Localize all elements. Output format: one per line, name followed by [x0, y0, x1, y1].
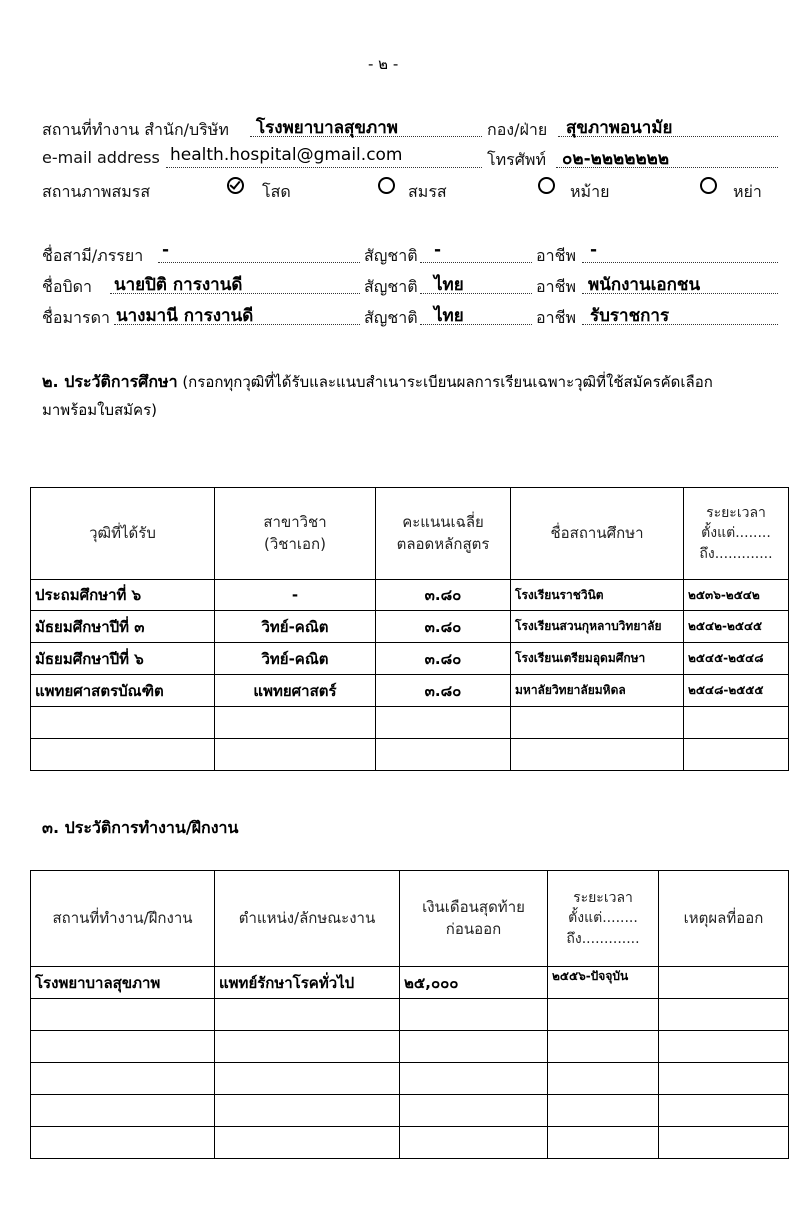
table-row — [31, 675, 789, 707]
education-header-major-line1: สาขาวิชา — [263, 512, 327, 531]
empty-cell[interactable] — [215, 1063, 400, 1095]
work-header-row — [31, 871, 789, 967]
mother-nationality: ไทย — [434, 306, 464, 326]
table-row-empty — [31, 999, 789, 1031]
table-row-empty — [31, 1063, 789, 1095]
education-header-period-line1: ระยะเวลา — [706, 505, 766, 522]
education-header-gpa — [376, 488, 511, 580]
empty-cell[interactable] — [31, 739, 215, 771]
table-row — [31, 580, 789, 611]
education-period-cell: ๒๕๔๘-๒๕๕๕ — [684, 675, 789, 707]
empty-cell[interactable] — [548, 1031, 659, 1063]
education-period-cell: ๒๕๔๒-๒๕๔๕ — [684, 611, 789, 643]
mother-label: ชื่อมารดา — [42, 308, 110, 327]
empty-cell[interactable] — [400, 1063, 548, 1095]
marital-option-divorced-radio[interactable] — [700, 177, 717, 194]
empty-cell[interactable] — [31, 1127, 215, 1159]
empty-cell[interactable] — [31, 1063, 215, 1095]
education-heading-note: (กรอกทุกวุฒิที่ได้รับและแนบสำเนาระเบียนผลการเรียนเฉพาะวุฒิที่ใช้สมัครคัดเลือก — [177, 373, 713, 391]
father-nationality-label: สัญชาติ — [364, 277, 418, 296]
education-school-cell: โรงเรียนเตรียมอุดมศึกษา — [511, 643, 684, 675]
work-period-cell: ๒๕๕๖-ปัจจุบัน — [548, 967, 659, 999]
spouse-nationality-label: สัญชาติ — [364, 246, 418, 265]
work-header-salary — [400, 871, 548, 967]
work-header-salary-line1: เงินเดือนสุดท้าย — [422, 897, 525, 916]
work-table — [30, 870, 789, 1159]
marital-option-married-label: สมรส — [408, 182, 447, 201]
education-school-cell: โรงเรียนสวนกุหลาบวิทยาลัย — [511, 611, 684, 643]
education-period-cell: ๒๕๔๕-๒๕๔๘ — [684, 643, 789, 675]
spouse-occupation-label: อาชีพ — [536, 246, 576, 265]
empty-cell[interactable] — [659, 1127, 789, 1159]
education-degree-cell: มัธยมศึกษาปีที่ ๖ — [31, 643, 215, 675]
education-school-cell: มหาลัยวิทยาลัยมหิดล — [511, 675, 684, 707]
work-header-salary-line2: ก่อนออก — [445, 919, 502, 938]
work-header-period-line1: ระยะเวลา — [573, 890, 633, 907]
work-header-period-line2: ตั้งแต่........ — [568, 910, 638, 927]
father-name: นายปิติ การงานดี — [114, 275, 243, 295]
work-position-cell: แพทย์รักษาโรคทั่วไป — [215, 967, 400, 999]
marital-option-widowed-label: หม้าย — [570, 182, 610, 201]
work-header-reason: เหตุผลที่ออก — [659, 871, 789, 967]
phone-label: โทรศัพท์ — [487, 150, 546, 169]
education-major-cell: แพทยศาสตร์ — [215, 675, 376, 707]
education-header-school: ชื่อสถานศึกษา — [511, 488, 684, 580]
table-row-empty — [31, 707, 789, 739]
education-school-cell: โรงเรียนราชวินิต — [511, 580, 684, 611]
spouse-name: - — [162, 240, 170, 260]
empty-cell[interactable] — [400, 1031, 548, 1063]
education-heading-title: ๒. ประวัติการศึกษา — [42, 372, 178, 391]
education-header-row — [31, 488, 789, 580]
work-header-period-line3: ถึง............. — [566, 930, 640, 947]
marital-option-married-radio[interactable] — [378, 177, 395, 194]
work-reason-cell — [659, 967, 789, 999]
father-occupation: พนักงานเอกชน — [588, 275, 701, 295]
work-salary-cell: ๒๕,๐๐๐ — [400, 967, 548, 999]
education-heading — [42, 370, 713, 395]
education-header-gpa-line2: ตลอดหลักสูตร — [396, 534, 490, 553]
marital-option-widowed-radio[interactable] — [538, 177, 555, 194]
email-label: e-mail address — [42, 148, 160, 167]
work-heading-title: ๓. ประวัติการทำงาน/ฝึกงาน — [42, 818, 239, 837]
empty-cell[interactable] — [659, 999, 789, 1031]
empty-cell[interactable] — [511, 707, 684, 739]
education-period-cell: ๒๕๓๖-๒๕๔๒ — [684, 580, 789, 611]
mother-name: นางมานี การงานดี — [116, 306, 254, 326]
email-line — [166, 167, 482, 168]
empty-cell[interactable] — [548, 1095, 659, 1127]
work-place-cell: โรงพยาบาลสุขภาพ — [31, 967, 215, 999]
education-header-major-line2: (วิชาเอก) — [264, 534, 326, 553]
table-row-empty — [31, 1127, 789, 1159]
marital-option-single-radio[interactable] — [227, 177, 244, 194]
mother-nationality-label: สัญชาติ — [364, 308, 418, 327]
email-value: health.hospital@gmail.com — [170, 145, 403, 165]
education-header-period-line2: ตั้งแต่........ — [701, 525, 771, 542]
spouse-nationality: - — [434, 240, 442, 260]
mother-occupation: รับราชการ — [590, 306, 670, 326]
workplace-division-label: กอง/ฝ่าย — [487, 120, 548, 139]
empty-cell[interactable] — [215, 999, 400, 1031]
empty-cell[interactable] — [400, 1095, 548, 1127]
spouse-label: ชื่อสามี/ภรรยา — [42, 246, 144, 265]
phone-value: ๐๒-๒๒๒๒๒๒๒ — [562, 149, 670, 169]
education-degree-cell: ประถมศึกษาที่ ๖ — [31, 580, 215, 611]
empty-cell[interactable] — [684, 739, 789, 771]
empty-cell[interactable] — [548, 1063, 659, 1095]
marital-option-single-label: โสด — [262, 182, 291, 201]
father-occupation-label: อาชีพ — [536, 277, 576, 296]
empty-cell[interactable] — [400, 1127, 548, 1159]
page-number: - ๒ - — [368, 55, 399, 73]
empty-cell[interactable] — [659, 1063, 789, 1095]
table-row — [31, 643, 789, 675]
education-header-period-line3: ถึง............. — [699, 545, 773, 562]
father-nationality: ไทย — [434, 275, 464, 295]
empty-cell[interactable] — [684, 707, 789, 739]
education-header-degree: วุฒิที่ได้รับ — [31, 488, 215, 580]
education-gpa-cell: ๓.๘๐ — [376, 580, 511, 611]
education-gpa-cell: ๓.๘๐ — [376, 611, 511, 643]
work-header-period — [548, 871, 659, 967]
empty-cell[interactable] — [31, 999, 215, 1031]
empty-cell[interactable] — [659, 1031, 789, 1063]
empty-cell[interactable] — [215, 707, 376, 739]
empty-cell[interactable] — [31, 707, 215, 739]
empty-cell[interactable] — [548, 1127, 659, 1159]
education-degree-cell: มัธยมศึกษาปีที่ ๓ — [31, 611, 215, 643]
table-row-empty — [31, 1031, 789, 1063]
empty-cell[interactable] — [400, 999, 548, 1031]
work-header-position: ตำแหน่ง/ลักษณะงาน — [215, 871, 400, 967]
education-major-cell: - — [215, 580, 376, 611]
work-heading — [42, 816, 238, 841]
spouse-name-line — [158, 262, 360, 263]
education-header-period — [684, 488, 789, 580]
marital-option-divorced-label: หย่า — [733, 182, 762, 201]
mother-occupation-label: อาชีพ — [536, 308, 576, 327]
table-row — [31, 611, 789, 643]
workplace-division-value: สุขภาพอนามัย — [566, 118, 673, 138]
education-header-gpa-line1: คะแนนเฉลี่ย — [402, 512, 484, 531]
table-row-empty — [31, 1095, 789, 1127]
empty-cell[interactable] — [215, 1127, 400, 1159]
education-heading-note-cont: มาพร้อมใบสมัคร) — [42, 401, 157, 419]
empty-cell[interactable] — [215, 1031, 400, 1063]
empty-cell[interactable] — [511, 739, 684, 771]
empty-cell[interactable] — [31, 1031, 215, 1063]
education-table — [30, 487, 789, 771]
spouse-occupation-line — [582, 262, 778, 263]
spouse-nationality-line — [420, 262, 532, 263]
empty-cell[interactable] — [659, 1095, 789, 1127]
education-major-cell: วิทย์-คณิต — [215, 643, 376, 675]
education-major-cell: วิทย์-คณิต — [215, 611, 376, 643]
empty-cell[interactable] — [548, 999, 659, 1031]
empty-cell[interactable] — [376, 707, 511, 739]
table-row — [31, 967, 789, 999]
table-row-empty — [31, 739, 789, 771]
education-gpa-cell: ๓.๘๐ — [376, 643, 511, 675]
empty-cell[interactable] — [31, 1095, 215, 1127]
education-degree-cell: แพทยศาสตรบัณฑิต — [31, 675, 215, 707]
workplace-office-label: สถานที่ทำงาน สำนัก/บริษัท — [42, 120, 229, 139]
workplace-office-value: โรงพยาบาลสุขภาพ — [256, 118, 398, 138]
empty-cell[interactable] — [215, 1095, 400, 1127]
empty-cell[interactable] — [215, 739, 376, 771]
marital-status-label: สถานภาพสมรส — [42, 182, 151, 201]
father-label: ชื่อบิดา — [42, 277, 92, 296]
spouse-occupation: - — [590, 240, 598, 260]
empty-cell[interactable] — [376, 739, 511, 771]
work-header-place: สถานที่ทำงาน/ฝึกงาน — [31, 871, 215, 967]
education-gpa-cell: ๓.๘๐ — [376, 675, 511, 707]
education-header-major — [215, 488, 376, 580]
